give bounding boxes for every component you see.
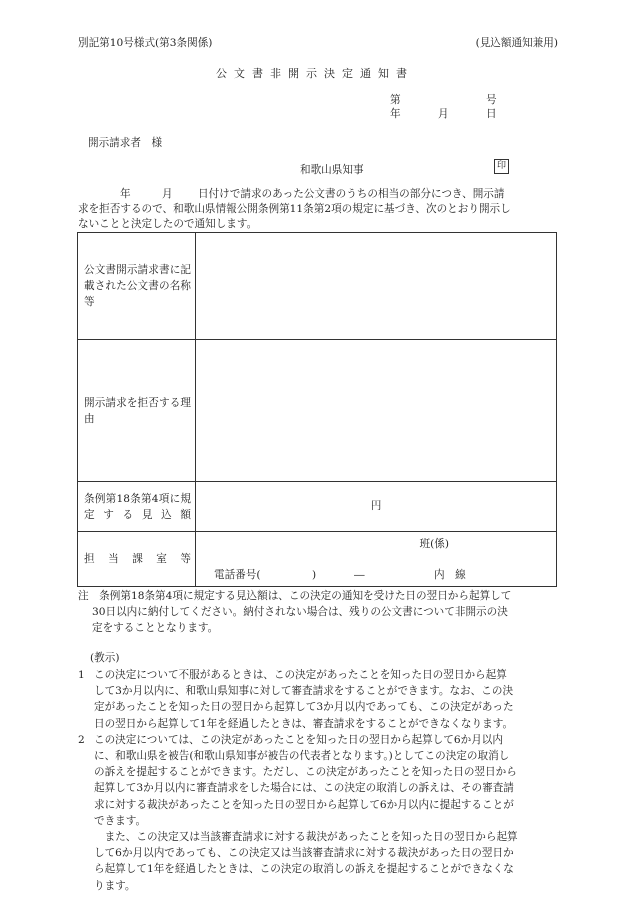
item1-line4: 日の翌日から起算して1年を経過したときは、審査請求をすることができなくなります。 [94, 717, 514, 730]
telephone-close: ) [312, 569, 317, 582]
item2-line6: できます。 [94, 814, 147, 827]
telephone-label: 電話番号( [214, 569, 261, 582]
item2-line10: ります。 [94, 879, 136, 892]
day-label: 日 [486, 108, 497, 120]
han-label: 班(係) [419, 538, 449, 550]
document-name-label: 公文書開示請求書に記載された公文書の名称等 [78, 233, 196, 340]
item2-line3: の訴えを提起することができます。ただし、この決定があったことを知った日の翌日から [94, 766, 517, 779]
telephone-dash: ― [354, 569, 365, 582]
sender: 和歌山県知事 [300, 164, 364, 176]
yen-unit: 円 [370, 499, 382, 512]
note-line1: 注 条例第18条第4項に規定する見込額は、この決定の通知を受けた日の翌日から起算して [78, 590, 512, 602]
item1-line2: して3か月以内に、和歌山県知事に対して審査請求をすることができます。なお、この決 [94, 685, 514, 698]
item2-line5: 求に対する裁決があったことを知った日の翌日から起算して6か月以内に提起することが [94, 798, 514, 811]
extension-label: 内 線 [434, 569, 466, 582]
item2-line9: ら起算して1年を経過したときは、この決定の取消しの訴えを提起することができなくな [94, 863, 514, 876]
item2-line7: また、この決定又は当該審査請求に対する裁決があったことを知った日の翌日から起算 [94, 831, 518, 844]
month-label: 月 [438, 108, 449, 120]
item1-number: 1 [78, 669, 85, 681]
refusal-reason-field[interactable] [196, 340, 557, 482]
document-title: 公文書非開示決定通知書 [216, 67, 414, 80]
department-label: 担当課室等 [78, 532, 196, 587]
item1-line3: 定があったことを知った日の翌日から起算して3か月以内であっても、この決定があった [94, 701, 514, 714]
intro-year: 年 [120, 188, 131, 200]
gou-label: 号 [486, 94, 497, 106]
date-block [390, 93, 497, 121]
item2-number: 2 [78, 733, 85, 746]
item1-line1: 1 この決定について不服があるときは、この決定があったことを知った日の翌日から起算 [78, 667, 558, 683]
number-row [390, 93, 497, 107]
intro-line2: 求を拒否するので、和歌山県情報公開条例第11条第2項の規定に基づき、次のとおり開示し [78, 203, 511, 215]
addressee: 開示請求者 様 [88, 137, 163, 149]
instruction-heading: (教示) [90, 652, 120, 664]
department-field[interactable] [196, 532, 557, 587]
intro-line3: ないことと決定したので通知します。 [78, 218, 258, 230]
item2-line8: して6か月以内であっても、この決定又は当該審査請求に対する裁決があった日の翌日か [94, 847, 514, 860]
dai-label: 第 [390, 94, 401, 106]
estimated-amount-field[interactable] [196, 482, 557, 532]
item2-line4: 起算して3か月以内に審査請求をした場合には、この決定の取消しの訴えは、その審査請 [94, 782, 514, 795]
form-id: 別記第10号様式(第3条関係) [78, 37, 213, 49]
item2-line1: 2 この決定については、この決定があったことを知った日の翌日から起算して6か月以内 [78, 732, 558, 748]
date-row [390, 107, 497, 121]
note-line3: 定をすることとなります。 [92, 622, 219, 634]
item2-line2: に、和歌山県を被告(和歌山県知事が被告の代表者となります。)としてこの決定の取消し [94, 750, 510, 763]
document-name-field[interactable] [196, 233, 557, 340]
telephone-line [214, 568, 466, 584]
note-paragraph [78, 588, 558, 636]
seal-stamp: 印 [494, 159, 509, 174]
decision-table [77, 232, 557, 587]
intro-line1: 日付けで請求のあった公文書のうちの相当の部分につき、開示請 [198, 188, 505, 200]
estimated-amount-label: 条例第18条第4項に規定する見込額 [78, 482, 196, 532]
instruction-items [78, 667, 558, 894]
note-line2: 30日以内に納付してください。納付されない場合は、残りの公文書について非開示の決 [92, 606, 508, 618]
refusal-reason-label: 開示請求を拒否する理由 [78, 340, 196, 482]
intro-month: 月 [162, 188, 173, 200]
year-label: 年 [390, 108, 401, 120]
intro-paragraph [78, 187, 556, 232]
form-note: (見込額通知兼用) [475, 37, 558, 49]
